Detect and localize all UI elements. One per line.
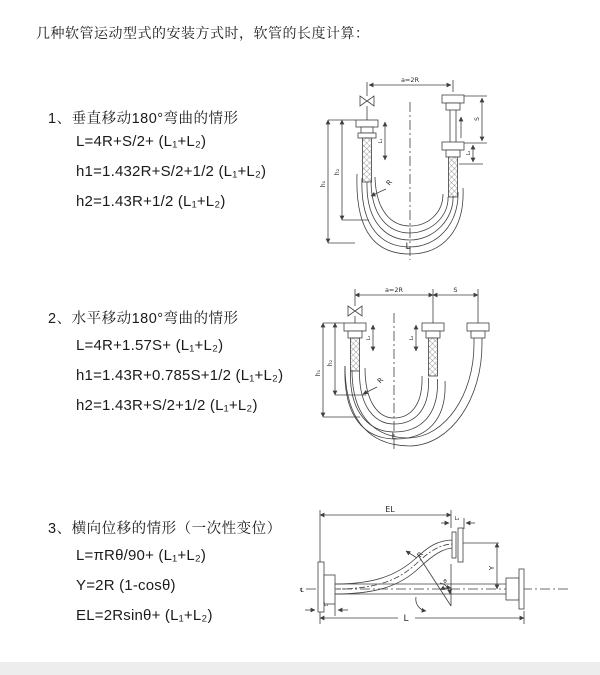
centerline (300, 587, 570, 594)
diagram-lateral-displacement (298, 498, 595, 645)
dim-label-l1: L₁ (366, 335, 372, 341)
right-pipe-two-positions (442, 95, 464, 197)
dim-label-a2r: a=2R (400, 76, 420, 84)
section3-formula-EL: EL=2Rsinθ+ (L₁+L₂) (76, 607, 213, 624)
dim-label-h2: h₂ (334, 168, 341, 176)
section3-formula-L: L=πRθ/90+ (L₁+L₂) (76, 547, 207, 564)
right-pipe-moved-position (467, 289, 489, 344)
radius-callout (406, 550, 425, 559)
dim-label-l: L (405, 242, 411, 252)
dim-label-r: R (415, 550, 426, 560)
dim-label-l1: L₁ (323, 602, 329, 608)
section2-formula-h2: h2=1.43R+S/2+1/2 (L₁+L₂) (76, 397, 258, 414)
dim-label-l: L (391, 432, 397, 442)
dimension-top-a2r-s (355, 286, 478, 295)
dimension-l (320, 611, 524, 624)
dimension-right-s-l2 (459, 96, 487, 164)
dim-label-h1: h₁ (320, 180, 327, 188)
dim-label-l2: L₂ (466, 150, 472, 156)
section1-formula-h1: h1=1.432R+S/2+1/2 (L₁+L₂) (76, 163, 267, 180)
section3-heading: 3、横向位移的情形（一次性变位） (48, 521, 282, 537)
hose-s-curve (335, 540, 454, 594)
dim-label-h1: h₁ (315, 369, 322, 377)
radius-callout (371, 178, 394, 196)
dimension-y (463, 543, 499, 589)
dim-label-theta: θ (443, 579, 447, 585)
dimension-connectors (366, 325, 416, 351)
page-edge-band (0, 662, 600, 675)
diagram3-svg (298, 498, 595, 645)
upper-right-flange (452, 528, 463, 562)
dimension-l1 (305, 602, 348, 616)
dim-label-s: S (474, 117, 481, 121)
section1-heading: 1、垂直移动180°弯曲的情形 (48, 111, 239, 127)
page-title: 几种软管运动型式的安装方式时，软管的长度计算： (36, 25, 370, 41)
middle-pipe (422, 289, 444, 376)
dim-label-a2r: a=2R (384, 286, 404, 294)
centerline-symbol: ℄ (300, 587, 304, 594)
dim-label-l: L (403, 614, 409, 624)
section2-heading: 2、水平移动180°弯曲的情形 (48, 311, 239, 327)
diagram2-svg (308, 281, 597, 458)
dim-label-r: R (375, 376, 386, 386)
dim-label-l2: L₂ (409, 335, 415, 341)
dim-label-y: Y (488, 565, 496, 571)
angle-theta (416, 555, 451, 611)
dimension-top-a2r (369, 76, 453, 92)
dimension-el (320, 505, 451, 562)
diagram-horizontal-180-bend (308, 281, 597, 458)
section2-formula-h1: h1=1.43R+0.785S+1/2 (L₁+L₂) (76, 367, 284, 384)
left-pipe-with-valve (356, 82, 378, 182)
diagram-vertical-180-bend (313, 72, 590, 264)
dim-label-h2: h₂ (327, 359, 334, 367)
hose-u-bend (345, 366, 445, 439)
dim-label-l2: L₂ (454, 516, 460, 522)
left-pipe-with-valve (344, 289, 366, 371)
dim-label-r: R (384, 178, 395, 188)
section3-formula-Y: Y=2R (1-cosθ) (76, 577, 176, 594)
diagram1-svg (313, 72, 590, 264)
dim-label-s: S (453, 286, 458, 294)
section2-formula-L: L=4R+1.57S+ (L₁+L₂) (76, 337, 224, 354)
section1-formula-h2: h2=1.43R+1/2 (L₁+L₂) (76, 193, 226, 210)
dim-label-l1: L₁ (378, 138, 384, 144)
dimension-l2 (441, 516, 475, 529)
section1-formula-L: L=4R+S/2+ (L₁+L₂) (76, 133, 207, 150)
dim-label-el: EL (385, 505, 395, 514)
